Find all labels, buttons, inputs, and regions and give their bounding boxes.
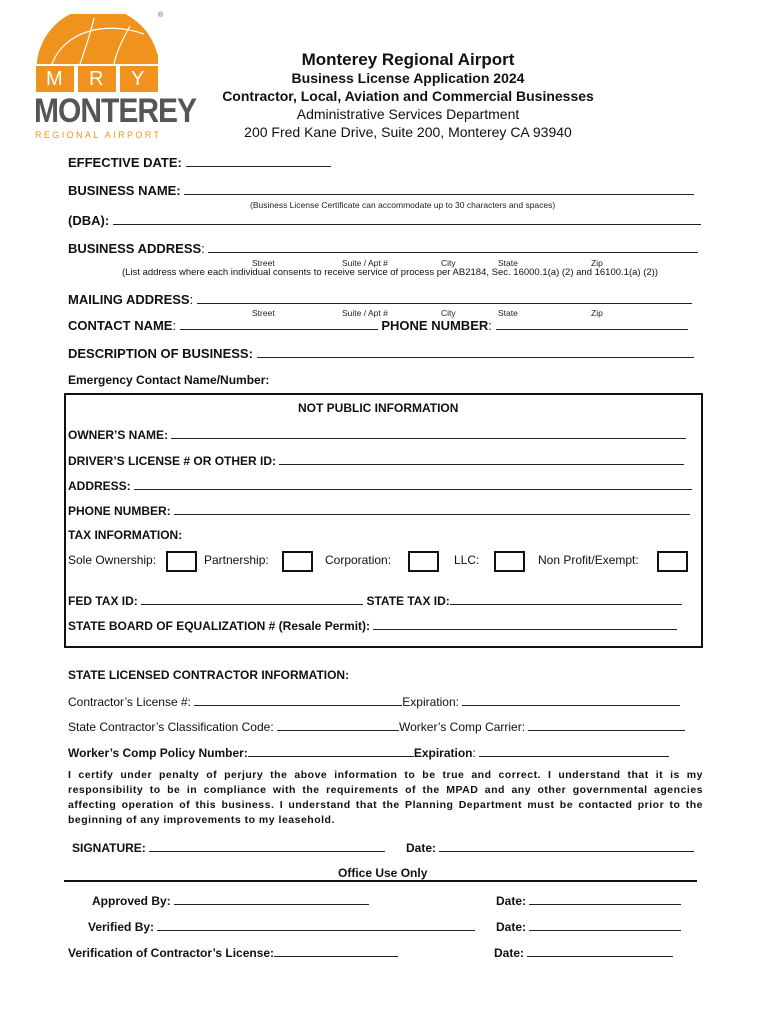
approved-by-label: Approved By: <box>92 894 171 908</box>
mailing-address-row <box>68 292 692 307</box>
business-address-colon: : <box>201 241 205 256</box>
logo-letter-m: M <box>46 68 63 90</box>
classification-label: State Contractor’s Classification Code: <box>68 720 274 734</box>
owner-phone-row <box>68 503 690 518</box>
verified-date-field[interactable] <box>529 919 681 931</box>
verified-by-label: Verified By: <box>88 920 155 934</box>
mailing-address-colon: : <box>189 292 194 307</box>
approved-date-field[interactable] <box>529 893 681 905</box>
partnership-label: Partnership: <box>204 553 269 567</box>
fed-tax-field[interactable] <box>141 593 363 605</box>
owner-address-label: ADDRESS: <box>68 479 131 493</box>
business-name-field[interactable] <box>184 183 694 195</box>
boe-field[interactable] <box>373 618 677 630</box>
business-address-suite-caption: Suite / Apt # <box>342 258 388 268</box>
contractor-heading: STATE LICENSED CONTRACTOR INFORMATION: <box>68 668 350 682</box>
state-tax-field[interactable] <box>450 593 682 605</box>
logo-letter-r: R <box>89 68 104 90</box>
verification-row <box>68 945 398 960</box>
business-address-street-caption: Street <box>252 258 275 268</box>
tax-information-label: TAX INFORMATION: <box>68 528 183 542</box>
approved-date-label: Date: <box>496 894 527 908</box>
business-address-city-caption: City <box>441 258 456 268</box>
effective-date-label: EFFECTIVE DATE: <box>68 155 182 170</box>
verification-label: Verification of Contractor’s License: <box>68 946 275 960</box>
signature-date-label: Date: <box>406 841 437 855</box>
drivers-license-label: DRIVER’S LICENSE # OR OTHER ID: <box>68 454 277 468</box>
verified-by-field[interactable] <box>157 919 475 931</box>
phone-number-label: PHONE NUMBER <box>381 318 489 333</box>
signature-date-field[interactable] <box>439 840 694 852</box>
page-title: Monterey Regional Airport <box>301 50 515 69</box>
state-tax-label: STATE TAX ID: <box>366 594 450 608</box>
header-address: 200 Fred Kane Drive, Suite 200, Monterey CA 93940 <box>244 124 572 140</box>
sole-ownership-checkbox[interactable] <box>166 551 197 572</box>
logo-name: MONTEREY <box>34 92 197 130</box>
classification-field[interactable] <box>277 719 399 731</box>
address-service-note: (List address where each individual consents to receive service of process per AB2184, Sec. 16000.1(a) (2) and 16100.1(a) (2)) <box>122 267 658 278</box>
business-address-field[interactable] <box>208 241 698 253</box>
comp-expiration-colon: : <box>472 746 476 760</box>
business-name-note: (Business License Certificate can accommodate up to 30 characters and spaces) <box>250 200 556 210</box>
approved-by-field[interactable] <box>174 893 369 905</box>
mailing-address-label: MAILING ADDRESS <box>68 292 190 307</box>
business-address-zip-caption: Zip <box>591 258 603 268</box>
description-field[interactable] <box>257 346 694 358</box>
drivers-license-row <box>68 453 684 468</box>
contact-name-label: CONTACT NAME <box>68 318 173 333</box>
non-profit-label: Non Profit/Exempt: <box>538 553 639 567</box>
mailing-state-caption: State <box>498 308 518 318</box>
signature-date-row <box>406 840 694 855</box>
description-row <box>68 346 694 361</box>
comp-expiration-field[interactable] <box>479 745 669 757</box>
approved-by-row <box>92 893 369 908</box>
logo-trademark: ® <box>158 12 164 19</box>
header-business-types: Contractor, Local, Aviation and Commercial Businesses <box>222 88 594 104</box>
mailing-city-caption: City <box>441 308 456 318</box>
phone-number-colon: : <box>488 318 492 333</box>
business-address-state-caption: State <box>498 258 518 268</box>
corporation-checkbox[interactable] <box>408 551 439 572</box>
owner-phone-label: PHONE NUMBER: <box>68 504 171 518</box>
contact-name-colon: : <box>172 318 177 333</box>
dba-field[interactable] <box>113 213 701 225</box>
llc-label: LLC: <box>454 553 480 567</box>
boe-label: STATE BOARD OF EQUALIZATION # (Resale Permit): <box>68 619 371 633</box>
fed-tax-row <box>68 593 682 608</box>
mailing-address-field[interactable] <box>197 292 692 304</box>
drivers-license-field[interactable] <box>279 453 684 465</box>
verification-date-field[interactable] <box>527 945 673 957</box>
mailing-suite-caption: Suite / Apt # <box>342 308 388 318</box>
license-expiration-field[interactable] <box>462 694 680 706</box>
phone-number-field[interactable] <box>496 318 688 330</box>
office-use-heading: Office Use Only <box>338 866 428 880</box>
contractor-license-field[interactable] <box>194 694 402 706</box>
comp-carrier-label: Worker’s Comp Carrier: <box>399 720 526 734</box>
owner-name-field[interactable] <box>171 427 686 439</box>
partnership-checkbox[interactable] <box>282 551 313 572</box>
owner-name-row <box>68 427 686 442</box>
header-subtitle: Business License Application 2024 <box>291 70 525 86</box>
verified-by-row <box>88 919 475 934</box>
verification-date-row <box>494 945 673 960</box>
header-department: Administrative Services Department <box>296 106 520 122</box>
verified-date-row <box>496 919 681 934</box>
dba-row <box>68 213 701 228</box>
owner-address-field[interactable] <box>134 478 692 490</box>
signature-label: SIGNATURE: <box>72 841 146 855</box>
verification-field[interactable] <box>274 945 398 957</box>
approved-date-row <box>496 893 681 908</box>
non-profit-checkbox[interactable] <box>657 551 688 572</box>
dba-label: (DBA): <box>68 213 110 228</box>
comp-carrier-field[interactable] <box>528 719 685 731</box>
emergency-contact-label: Emergency Contact Name/Number: <box>68 373 270 387</box>
comp-policy-label: Worker’s Comp Policy Number: <box>68 746 248 760</box>
verification-date-label: Date: <box>494 946 525 960</box>
comp-policy-field[interactable] <box>248 745 414 757</box>
verified-date-label: Date: <box>496 920 527 934</box>
contractor-license-row <box>68 694 680 709</box>
contractor-license-label: Contractor’s License #: <box>68 695 191 709</box>
owner-address-row <box>68 478 692 493</box>
mailing-street-caption: Street <box>252 308 275 318</box>
corporation-label: Corporation: <box>325 553 392 567</box>
logo-subtitle: REGIONAL AIRPORT <box>35 130 162 140</box>
certification-text: I certify under penalty of perjury the above information to be true and correct. I understand that it is my responsibility to be in compliance with the requirements of the MPAD and any other governmental agencies affecting operation of this business. I understand that the Planning Department must be contacted prior to the beginning of any improvements to my leasehold. <box>68 769 703 826</box>
owner-phone-field[interactable] <box>174 503 690 515</box>
logo-letter-y: Y <box>131 68 145 90</box>
license-expiration-label: Expiration: <box>402 695 459 709</box>
fed-tax-label: FED TAX ID: <box>68 594 138 608</box>
mailing-zip-caption: Zip <box>591 308 603 318</box>
classification-row <box>68 719 685 734</box>
signature-row <box>72 840 385 855</box>
comp-expiration-label: Expiration <box>413 746 473 760</box>
business-address-label: BUSINESS ADDRESS <box>68 241 202 256</box>
business-name-row <box>68 183 694 198</box>
owner-name-label: OWNER’S NAME: <box>68 428 168 442</box>
boe-row <box>68 618 677 633</box>
contact-row <box>68 318 688 333</box>
effective-date-field[interactable] <box>186 155 331 167</box>
sole-ownership-label: Sole Ownership: <box>68 553 157 567</box>
business-address-row <box>68 241 698 256</box>
llc-checkbox[interactable] <box>494 551 525 572</box>
description-label: DESCRIPTION OF BUSINESS: <box>68 346 253 361</box>
effective-date-row <box>68 155 331 170</box>
private-info-heading: NOT PUBLIC INFORMATION <box>298 401 459 415</box>
contact-name-field[interactable] <box>180 318 378 330</box>
comp-policy-row <box>68 745 669 760</box>
office-use-rule <box>64 880 697 882</box>
signature-field[interactable] <box>149 840 385 852</box>
business-name-label: BUSINESS NAME: <box>68 183 181 198</box>
